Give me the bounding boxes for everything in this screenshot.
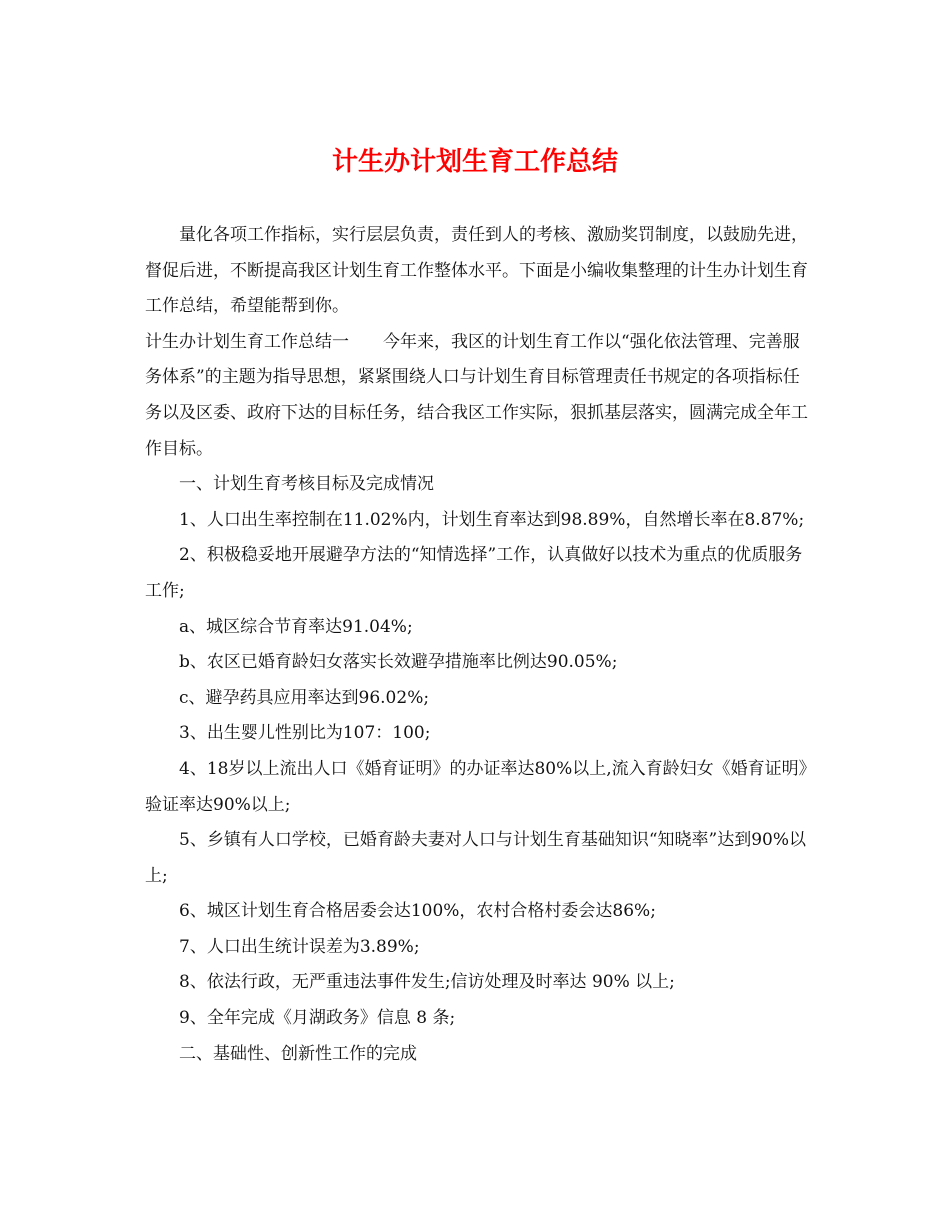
list-item-3: 3、出生婴儿性别比为107：100; [179,723,431,744]
list-item-5: 5、乡镇有人口学校，已婚育龄夫妻对人口与计划生育基础知识“知晓率”达到90%以上; [145,830,806,886]
summary-one-paragraph: 计生办计划生育工作总结一 今年来，我区的计划生育工作以“强化依法管理、完善服务体系”的主题为指导思想，紧紧围绕人口与计划生育目标管理责任书规定的各项指标任务以及区委、政府下达的目标任务，结合我区工作实际，狠抓基层落实，圆满完成全年工作目标。 [145,331,808,459]
section-heading-2: 二、基础性、创新性工作的完成 [179,1043,417,1064]
list-item-1: 1、人口出生率控制在11.02%内，计划生育率达到98.89%，自然增长率在8.87%; [179,509,805,530]
document-title: 计生办计划生育工作总结 [331,147,618,177]
list-item-c: c、避孕药具应用率达到96.02%; [179,687,430,708]
list-item-a: a、城区综合节育率达91.04%; [179,616,413,637]
section-heading-1: 一、计划生育考核目标及完成情况 [179,474,434,495]
list-item-8: 8、依法行政，无严重违法事件发生;信访处理及时率达 90% 以上; [179,972,675,993]
list-item-9: 9、全年完成《月湖政务》信息 8 条; [179,1008,456,1029]
intro-paragraph: 量化各项工作指标，实行层层负责，责任到人的考核、激励奖罚制度，以鼓励先进，督促后进，不断提高我区计划生育工作整体水平。下面是小编收集整理的计生办计划生育工作总结，希望能帮到你。 [145,225,808,317]
document-body [145,218,810,1072]
list-item-4: 4、18岁以上流出人口《婚育证明》的办证率达80%以上,流入育龄妇女《婚育证明》验证率达90%以上; [145,758,808,815]
list-item-7: 7、人口出生统计误差为3.89%; [179,936,420,957]
list-item-2: 2、积极稳妥地开展避孕方法的“知情选择”工作，认真做好以技术为重点的优质服务工作; [145,545,803,601]
list-item-6: 6、城区计划生育合格居委会达100%，农村合格村委会达86%; [179,901,656,922]
list-item-b: b、农区已婚育龄妇女落实长效避孕措施率比例达90.05%; [179,652,618,673]
